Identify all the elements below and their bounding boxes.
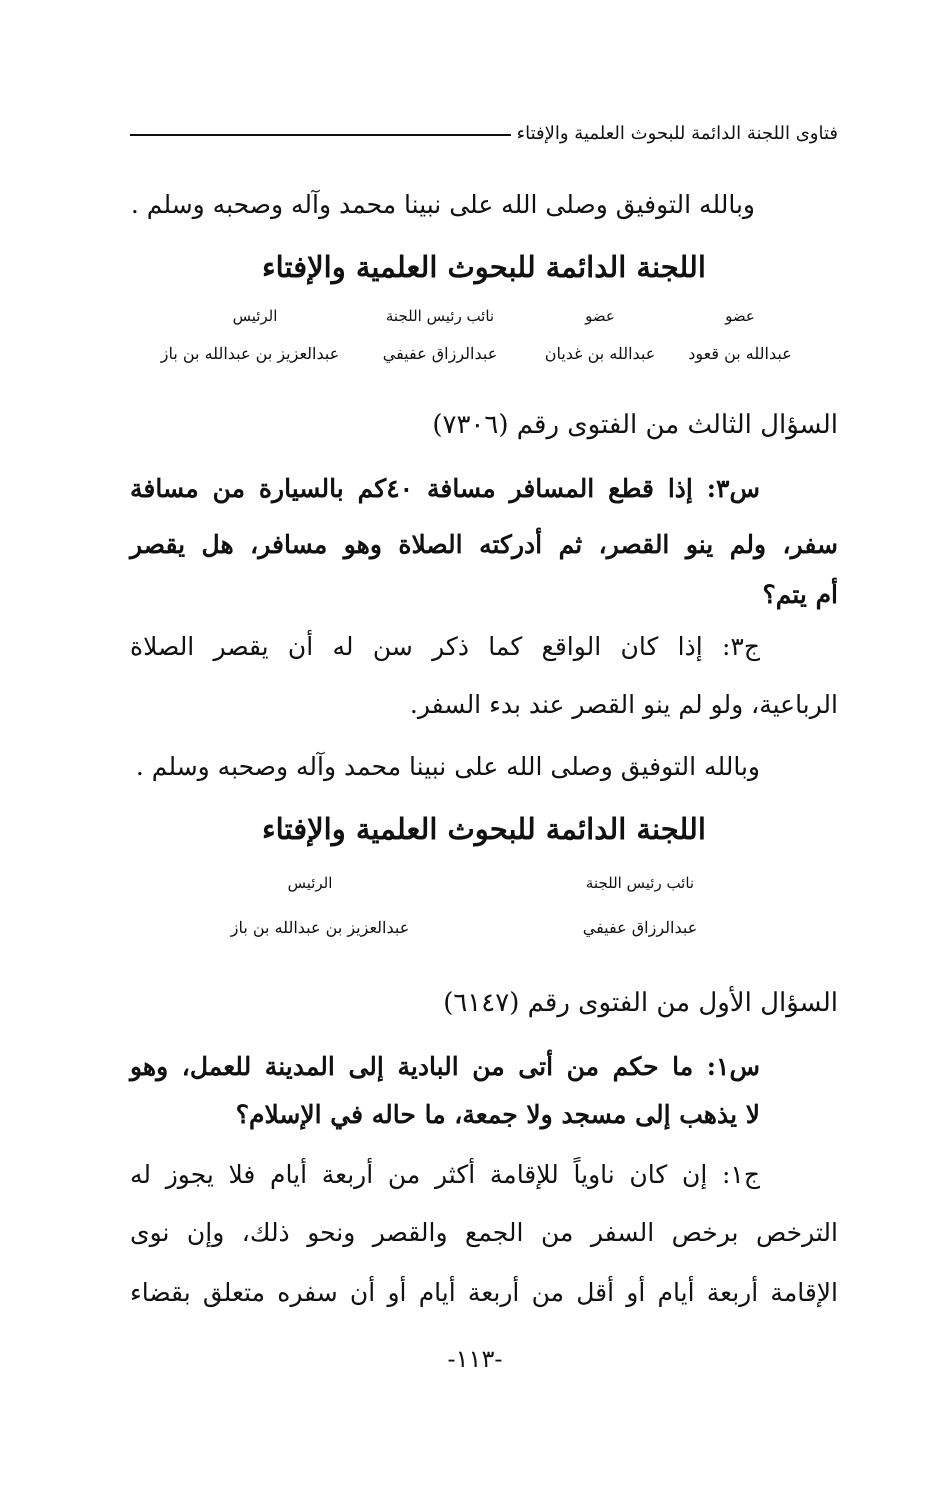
signatory-name: عبدالله بن قعود bbox=[688, 344, 792, 363]
question3-line-2: سفر، ولم ينو القصر، ثم أدركته الصلاة وهو مسافر، هل يقصر bbox=[130, 530, 838, 559]
closing-line-2: وبالله التوفيق وصلى الله على نبينا محمد وآله وصحبه وسلم . bbox=[135, 752, 760, 781]
signatory-name: عبدالعزيز بن عبدالله بن باز bbox=[230, 918, 410, 937]
signatory-role: عضو bbox=[585, 307, 615, 325]
signatory-spacer bbox=[390, 874, 560, 892]
question1-line-2: لا يذهب إلى مسجد ولا جمعة، ما حاله في الإسلام؟ bbox=[235, 1100, 760, 1129]
signatory-name: عبدالرزاق عفيفي bbox=[382, 344, 498, 363]
signatory-role: عضو bbox=[725, 307, 755, 325]
closing-line-1: وبالله التوفيق وصلى الله على نبينا محمد وآله وصحبه وسلم . bbox=[130, 190, 755, 219]
question3-title: السؤال الثالث من الفتوى رقم (٧٣٠٦) bbox=[432, 410, 838, 440]
signatory-role: نائب رئيس اللجنة bbox=[385, 307, 495, 325]
signatory-role: نائب رئيس اللجنة bbox=[585, 874, 695, 892]
question3-line-1: س٣: إذا قطع المسافر مسافة ٤٠كم بالسيارة من مسافة bbox=[130, 474, 760, 503]
signatory-name: عبدالله بن غديان bbox=[544, 344, 656, 363]
signatory-spacer bbox=[430, 918, 560, 937]
signatory-roles-1 bbox=[150, 307, 800, 325]
page-number: -١١٣- bbox=[447, 1345, 503, 1373]
running-header bbox=[130, 118, 838, 148]
signatory-name: عبدالرزاق عفيفي bbox=[582, 918, 698, 937]
signatory-role: الرئيس bbox=[287, 874, 333, 892]
signatory-role: الرئيس bbox=[232, 307, 278, 325]
signatory-names-1 bbox=[140, 344, 800, 363]
signatory-roles-2 bbox=[230, 874, 720, 892]
question1-title: السؤال الأول من الفتوى رقم (٦١٤٧) bbox=[443, 988, 838, 1018]
question3-line-3: أم يتم؟ bbox=[762, 580, 838, 609]
answer1-line-3: الإقامة أربعة أيام أو أقل من أربعة أيام أو أن سفره متعلق بقضاء bbox=[130, 1278, 838, 1307]
signatory-names-2 bbox=[210, 918, 720, 937]
answer1-line-1: ج١: إن كان ناوياً للإقامة أكثر من أربعة أيام فلا يجوز له bbox=[130, 1160, 760, 1189]
committee-heading-1: اللجنة الدائمة للبحوث العلمية والإفتاء bbox=[262, 250, 706, 284]
header-rule bbox=[130, 134, 511, 136]
answer3-line-1: ج٣: إذا كان الواقع كما ذكر سن له أن يقصر الصلاة bbox=[130, 632, 760, 661]
signatory-name: عبدالعزيز بن عبدالله بن باز bbox=[160, 344, 340, 363]
running-header-title: فتاوى اللجنة الدائمة للبحوث العلمية والإفتاء bbox=[516, 122, 838, 144]
answer1-line-2: الترخص برخص السفر من الجمع والقصر ونحو ذلك، وإن نوى bbox=[130, 1218, 838, 1247]
question1-line-1: س١: ما حكم من أتى من البادية إلى المدينة للعمل، وهو bbox=[130, 1052, 760, 1081]
committee-heading-2: اللجنة الدائمة للبحوث العلمية والإفتاء bbox=[262, 812, 706, 846]
answer3-line-2: الرباعية، ولو لم ينو القصر عند بدء السفر. bbox=[409, 690, 838, 719]
